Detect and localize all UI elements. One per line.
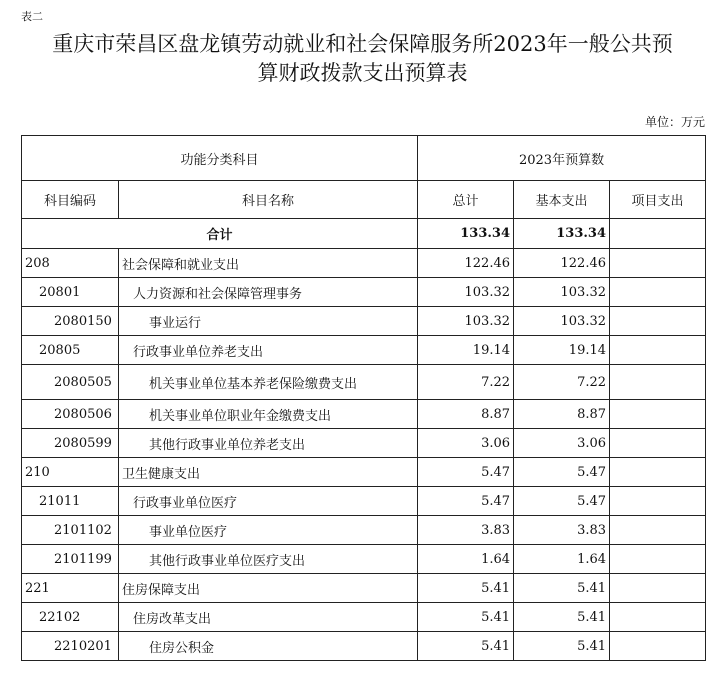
row-code: 22102 [22, 603, 119, 632]
page-title [0, 30, 725, 88]
header-functional-classification: 功能分类科目 [22, 136, 418, 181]
row-code: 221 [22, 574, 119, 603]
row-total: 8.87 [418, 400, 514, 429]
row-name: 住房公积金 [119, 632, 418, 661]
row-project [610, 365, 706, 400]
row-code: 208 [22, 249, 119, 278]
table-row [22, 603, 706, 632]
row-name: 行政事业单位养老支出 [119, 336, 418, 365]
table-row [22, 336, 706, 365]
row-code: 20801 [22, 278, 119, 307]
col-header-code: 科目编码 [22, 181, 119, 219]
row-project [610, 458, 706, 487]
row-name: 事业单位医疗 [119, 516, 418, 545]
table-row [22, 458, 706, 487]
table-row [22, 429, 706, 458]
total-basic: 133.34 [514, 219, 610, 249]
row-name: 社会保障和就业支出 [119, 249, 418, 278]
table-row [22, 545, 706, 574]
row-basic: 8.87 [514, 400, 610, 429]
table-row [22, 487, 706, 516]
row-basic: 3.06 [514, 429, 610, 458]
row-code: 2080506 [22, 400, 119, 429]
row-code: 210 [22, 458, 119, 487]
row-basic: 5.41 [514, 603, 610, 632]
row-total: 122.46 [418, 249, 514, 278]
title-line-1: 重庆市荣昌区盘龙镇劳动就业和社会保障服务所2023年一般公共预 [52, 32, 673, 56]
row-project [610, 307, 706, 336]
row-code: 2101102 [22, 516, 119, 545]
row-project [610, 545, 706, 574]
row-total: 5.41 [418, 574, 514, 603]
row-total: 103.32 [418, 307, 514, 336]
row-basic: 103.32 [514, 278, 610, 307]
row-name: 行政事业单位医疗 [119, 487, 418, 516]
row-basic: 5.47 [514, 487, 610, 516]
row-total: 5.41 [418, 603, 514, 632]
row-project [610, 336, 706, 365]
row-project [610, 574, 706, 603]
row-name: 卫生健康支出 [119, 458, 418, 487]
row-basic: 19.14 [514, 336, 610, 365]
col-header-total: 总计 [418, 181, 514, 219]
header-budget-2023: 2023年预算数 [418, 136, 706, 181]
total-row [22, 219, 706, 249]
table-row [22, 249, 706, 278]
row-name: 事业运行 [119, 307, 418, 336]
col-header-name: 科目名称 [119, 181, 418, 219]
table-row [22, 278, 706, 307]
total-amount: 133.34 [418, 219, 514, 249]
row-total: 5.47 [418, 487, 514, 516]
row-name: 机关事业单位职业年金缴费支出 [119, 400, 418, 429]
table-row [22, 307, 706, 336]
row-project [610, 603, 706, 632]
row-project [610, 278, 706, 307]
row-name: 住房保障支出 [119, 574, 418, 603]
row-name: 人力资源和社会保障管理事务 [119, 278, 418, 307]
table-tag: 表二 [21, 10, 43, 23]
table-row [22, 632, 706, 661]
col-header-basic: 基本支出 [514, 181, 610, 219]
unit-note: 单位：万元 [644, 115, 705, 129]
total-label: 合计 [22, 219, 418, 249]
table-row [22, 516, 706, 545]
row-basic: 5.47 [514, 458, 610, 487]
row-code: 2080599 [22, 429, 119, 458]
row-code: 21011 [22, 487, 119, 516]
total-project [610, 219, 706, 249]
col-header-project: 项目支出 [610, 181, 706, 219]
row-total: 19.14 [418, 336, 514, 365]
row-basic: 1.64 [514, 545, 610, 574]
table-row [22, 400, 706, 429]
row-code: 20805 [22, 336, 119, 365]
row-basic: 103.32 [514, 307, 610, 336]
row-code: 2210201 [22, 632, 119, 661]
row-basic: 5.41 [514, 574, 610, 603]
title-line-2: 算财政拨款支出预算表 [257, 61, 468, 85]
row-project [610, 429, 706, 458]
row-total: 1.64 [418, 545, 514, 574]
row-basic: 122.46 [514, 249, 610, 278]
row-project [610, 487, 706, 516]
row-code: 2080505 [22, 365, 119, 400]
row-basic: 7.22 [514, 365, 610, 400]
row-name: 其他行政事业单位医疗支出 [119, 545, 418, 574]
row-name: 机关事业单位基本养老保险缴费支出 [119, 365, 418, 400]
row-code: 2101199 [22, 545, 119, 574]
row-name: 其他行政事业单位养老支出 [119, 429, 418, 458]
row-total: 103.32 [418, 278, 514, 307]
table-row [22, 365, 706, 400]
row-total: 5.47 [418, 458, 514, 487]
row-basic: 3.83 [514, 516, 610, 545]
budget-table [21, 135, 706, 661]
row-project [610, 400, 706, 429]
row-total: 5.41 [418, 632, 514, 661]
row-project [610, 249, 706, 278]
row-name: 住房改革支出 [119, 603, 418, 632]
table-row [22, 574, 706, 603]
row-total: 7.22 [418, 365, 514, 400]
row-total: 3.83 [418, 516, 514, 545]
row-project [610, 632, 706, 661]
row-project [610, 516, 706, 545]
row-code: 2080150 [22, 307, 119, 336]
row-total: 3.06 [418, 429, 514, 458]
row-basic: 5.41 [514, 632, 610, 661]
